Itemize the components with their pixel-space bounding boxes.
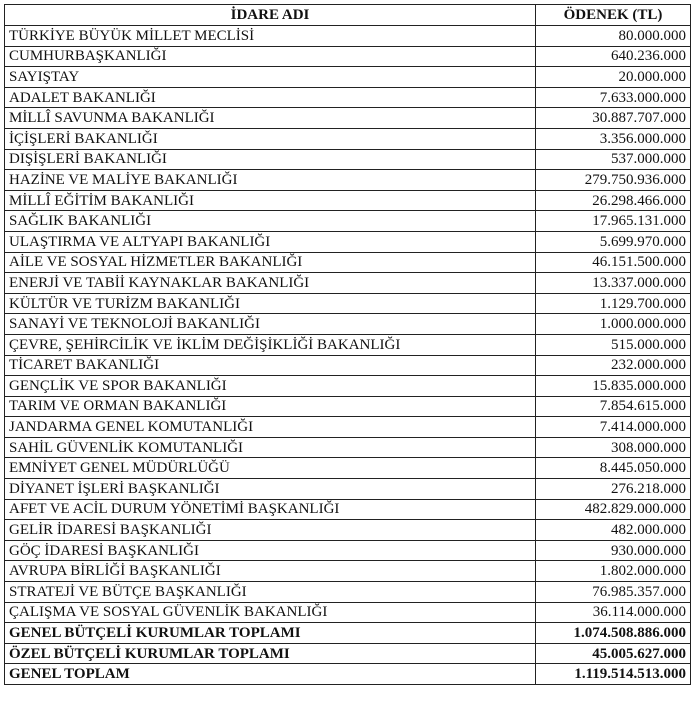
institution-name: TARIM VE ORMAN BAKANLIĞI: [5, 396, 536, 417]
institution-name: ENERJİ VE TABİİ KAYNAKLAR BAKANLIĞI: [5, 273, 536, 294]
table-header-row: [5, 5, 691, 26]
institution-name: GELİR İDARESİ BAŞKANLIĞI: [5, 520, 536, 541]
table-row: [5, 437, 691, 458]
institution-name: CUMHURBAŞKANLIĞI: [5, 46, 536, 67]
total-amount: 45.005.627.000: [536, 643, 691, 664]
allocation-amount: 15.835.000.000: [536, 376, 691, 397]
table-row: [5, 170, 691, 191]
allocation-amount: 3.356.000.000: [536, 128, 691, 149]
allocation-amount: 30.887.707.000: [536, 108, 691, 129]
allocation-amount: 1.802.000.000: [536, 561, 691, 582]
allocation-amount: 640.236.000: [536, 46, 691, 67]
allocation-amount: 26.298.466.000: [536, 190, 691, 211]
institution-name: AVRUPA BİRLİĞİ BAŞKANLIĞI: [5, 561, 536, 582]
allocation-amount: 76.985.357.000: [536, 582, 691, 603]
allocation-amount: 17.965.131.000: [536, 211, 691, 232]
table-row: [5, 252, 691, 273]
allocation-amount: 515.000.000: [536, 334, 691, 355]
institution-name: TİCARET BAKANLIĞI: [5, 355, 536, 376]
table-row: [5, 334, 691, 355]
allocation-amount: 232.000.000: [536, 355, 691, 376]
institution-name: ULAŞTIRMA VE ALTYAPI BAKANLIĞI: [5, 231, 536, 252]
allocation-amount: 308.000.000: [536, 437, 691, 458]
table-row: [5, 458, 691, 479]
allocation-amount: 1.000.000.000: [536, 314, 691, 335]
total-amount: 1.119.514.513.000: [536, 664, 691, 685]
institution-name: ÇALIŞMA VE SOSYAL GÜVENLİK BAKANLIĞI: [5, 602, 536, 623]
institution-name: SAHİL GÜVENLİK KOMUTANLIĞI: [5, 437, 536, 458]
allocation-amount: 20.000.000: [536, 67, 691, 88]
table-row: [5, 314, 691, 335]
column-header-allocation: ÖDENEK (TL): [536, 5, 691, 26]
table-row: [5, 355, 691, 376]
allocation-amount: 1.129.700.000: [536, 293, 691, 314]
allocation-amount: 537.000.000: [536, 149, 691, 170]
institution-name: ADALET BAKANLIĞI: [5, 87, 536, 108]
institution-name: AİLE VE SOSYAL HİZMETLER BAKANLIĞI: [5, 252, 536, 273]
table-row: [5, 602, 691, 623]
institution-name: SAYIŞTAY: [5, 67, 536, 88]
table-row: [5, 396, 691, 417]
institution-name: AFET VE ACİL DURUM YÖNETİMİ BAŞKANLIĞI: [5, 499, 536, 520]
institution-name: ÇEVRE, ŞEHİRCİLİK VE İKLİM DEĞİŞİKLİĞİ BAKANLIĞI: [5, 334, 536, 355]
table-row: [5, 293, 691, 314]
table-row: [5, 26, 691, 47]
allocation-amount: 80.000.000: [536, 26, 691, 47]
allocation-amount: 46.151.500.000: [536, 252, 691, 273]
table-row: [5, 561, 691, 582]
table-row: [5, 211, 691, 232]
institution-name: HAZİNE VE MALİYE BAKANLIĞI: [5, 170, 536, 191]
institution-name: KÜLTÜR VE TURİZM BAKANLIĞI: [5, 293, 536, 314]
allocation-amount: 7.633.000.000: [536, 87, 691, 108]
total-label: GENEL BÜTÇELİ KURUMLAR TOPLAMI: [5, 623, 536, 644]
allocation-amount: 5.699.970.000: [536, 231, 691, 252]
column-header-institution: İDARE ADI: [5, 5, 536, 26]
institution-name: MİLLÎ EĞİTİM BAKANLIĞI: [5, 190, 536, 211]
table-row: [5, 499, 691, 520]
allocation-amount: 930.000.000: [536, 540, 691, 561]
institution-name: DIŞİŞLERİ BAKANLIĞI: [5, 149, 536, 170]
table-row: [5, 190, 691, 211]
total-amount: 1.074.508.886.000: [536, 623, 691, 644]
table-row: [5, 376, 691, 397]
allocation-amount: 7.854.615.000: [536, 396, 691, 417]
allocation-amount: 8.445.050.000: [536, 458, 691, 479]
table-row: [5, 128, 691, 149]
table-row: [5, 273, 691, 294]
institution-name: TÜRKİYE BÜYÜK MİLLET MECLİSİ: [5, 26, 536, 47]
total-label: GENEL TOPLAM: [5, 664, 536, 685]
allocation-amount: 276.218.000: [536, 479, 691, 500]
table-row: [5, 417, 691, 438]
allocation-amount: 279.750.936.000: [536, 170, 691, 191]
table-body: [5, 26, 691, 685]
allocation-amount: 13.337.000.000: [536, 273, 691, 294]
institution-name: GENÇLİK VE SPOR BAKANLIĞI: [5, 376, 536, 397]
table-row: [5, 582, 691, 603]
institution-name: DİYANET İŞLERİ BAŞKANLIĞI: [5, 479, 536, 500]
institution-name: İÇİŞLERİ BAKANLIĞI: [5, 128, 536, 149]
total-row: [5, 623, 691, 644]
table-row: [5, 520, 691, 541]
institution-name: JANDARMA GENEL KOMUTANLIĞI: [5, 417, 536, 438]
institution-name: SANAYİ VE TEKNOLOJİ BAKANLIĞI: [5, 314, 536, 335]
allocation-amount: 482.000.000: [536, 520, 691, 541]
budget-allocation-table: [4, 4, 691, 685]
table-row: [5, 149, 691, 170]
table-row: [5, 67, 691, 88]
institution-name: MİLLÎ SAVUNMA BAKANLIĞI: [5, 108, 536, 129]
table-row: [5, 540, 691, 561]
table-row: [5, 479, 691, 500]
table-row: [5, 108, 691, 129]
total-label: ÖZEL BÜTÇELİ KURUMLAR TOPLAMI: [5, 643, 536, 664]
total-row: [5, 643, 691, 664]
institution-name: STRATEJİ VE BÜTÇE BAŞKANLIĞI: [5, 582, 536, 603]
allocation-amount: 7.414.000.000: [536, 417, 691, 438]
allocation-amount: 482.829.000.000: [536, 499, 691, 520]
table-row: [5, 46, 691, 67]
table-row: [5, 231, 691, 252]
institution-name: SAĞLIK BAKANLIĞI: [5, 211, 536, 232]
institution-name: EMNİYET GENEL MÜDÜRLÜĞÜ: [5, 458, 536, 479]
allocation-amount: 36.114.000.000: [536, 602, 691, 623]
table-row: [5, 87, 691, 108]
institution-name: GÖÇ İDARESİ BAŞKANLIĞI: [5, 540, 536, 561]
total-row: [5, 664, 691, 685]
